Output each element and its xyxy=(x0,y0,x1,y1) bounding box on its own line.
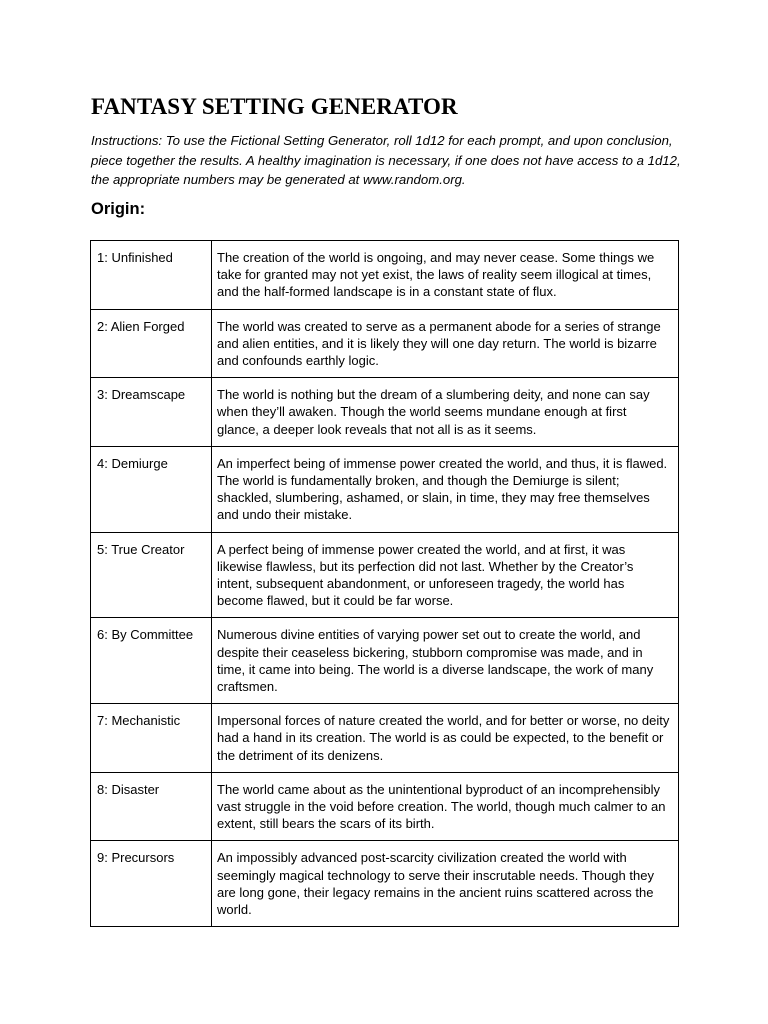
roll-label: 4: Demiurge xyxy=(91,446,212,532)
document-title: FANTASY SETTING GENERATOR xyxy=(91,94,458,119)
roll-label: 1: Unfinished xyxy=(91,241,212,310)
roll-label: 5: True Creator xyxy=(91,532,212,618)
roll-description: Impersonal forces of nature created the world, and for better or worse, no deity had a hand in its creation. The world is as could be expected, to the benefit or the detriment of its denizens. xyxy=(212,704,679,773)
roll-description: The world was created to serve as a permanent abode for a series of strange and alien entities, and it is likely they will one day return. The world is bizarre and confounds earthly logic. xyxy=(212,309,679,378)
roll-description: The world came about as the unintentional byproduct of an incomprehensibly vast struggle in the void before creation. The world, though much calmer to an extent, still bears the scars of its birth. xyxy=(212,772,679,841)
roll-label: 6: By Committee xyxy=(91,618,212,704)
roll-description: The creation of the world is ongoing, and may never cease. Some things we take for granted may not yet exist, the laws of reality seem illogical at times, and the half-formed landscape is in a constant state of flux. xyxy=(212,241,679,310)
table-row xyxy=(91,309,679,378)
table-row xyxy=(91,241,679,310)
table-row xyxy=(91,446,679,532)
table-row xyxy=(91,378,679,447)
roll-label: 7: Mechanistic xyxy=(91,704,212,773)
origin-table xyxy=(90,240,679,927)
table-row xyxy=(91,841,679,927)
roll-description: An impossibly advanced post-scarcity civilization created the world with seemingly magical technology to serve their inscrutable needs. Though they are long gone, their legacy remains in the ancient ruins scattered across the world. xyxy=(212,841,679,927)
table-row xyxy=(91,772,679,841)
instructions-text: Instructions: To use the Fictional Setting Generator, roll 1d12 for each prompt, and upon conclusion, piece together the results. A healthy imagination is necessary, if one does not have access to a 1d12, the appropriate numbers may be generated at www.random.org. xyxy=(91,133,681,187)
roll-label: 2: Alien Forged xyxy=(91,309,212,378)
table-row xyxy=(91,618,679,704)
table-row xyxy=(91,704,679,773)
roll-description: Numerous divine entities of varying power set out to create the world, and despite their ceaseless bickering, stubborn compromise was made, and in time, it came into being. The world is a diverse landscape, the work of many craftsmen. xyxy=(212,618,679,704)
roll-description: The world is nothing but the dream of a slumbering deity, and none can say when they’ll awaken. Though the world seems mundane enough at first glance, a deeper look reveals that not all is as it seems. xyxy=(212,378,679,447)
table-row xyxy=(91,532,679,618)
roll-label: 8: Disaster xyxy=(91,772,212,841)
roll-description: An imperfect being of immense power created the world, and thus, it is flawed. The world is fundamentally broken, and though the Demiurge is silent; shackled, slumbering, ashamed, or slain, in time, they may free themselves and undo their mistake. xyxy=(212,446,679,532)
roll-label: 3: Dreamscape xyxy=(91,378,212,447)
roll-label: 9: Precursors xyxy=(91,841,212,927)
roll-description: A perfect being of immense power created the world, and at first, it was likewise flawless, but its perfection did not last. Whether by the Creator’s intent, subsequent abandonment, or unforeseen tragedy, the world has become flawed, but it could be far worse. xyxy=(212,532,679,618)
section-heading-origin: Origin: xyxy=(91,200,146,218)
